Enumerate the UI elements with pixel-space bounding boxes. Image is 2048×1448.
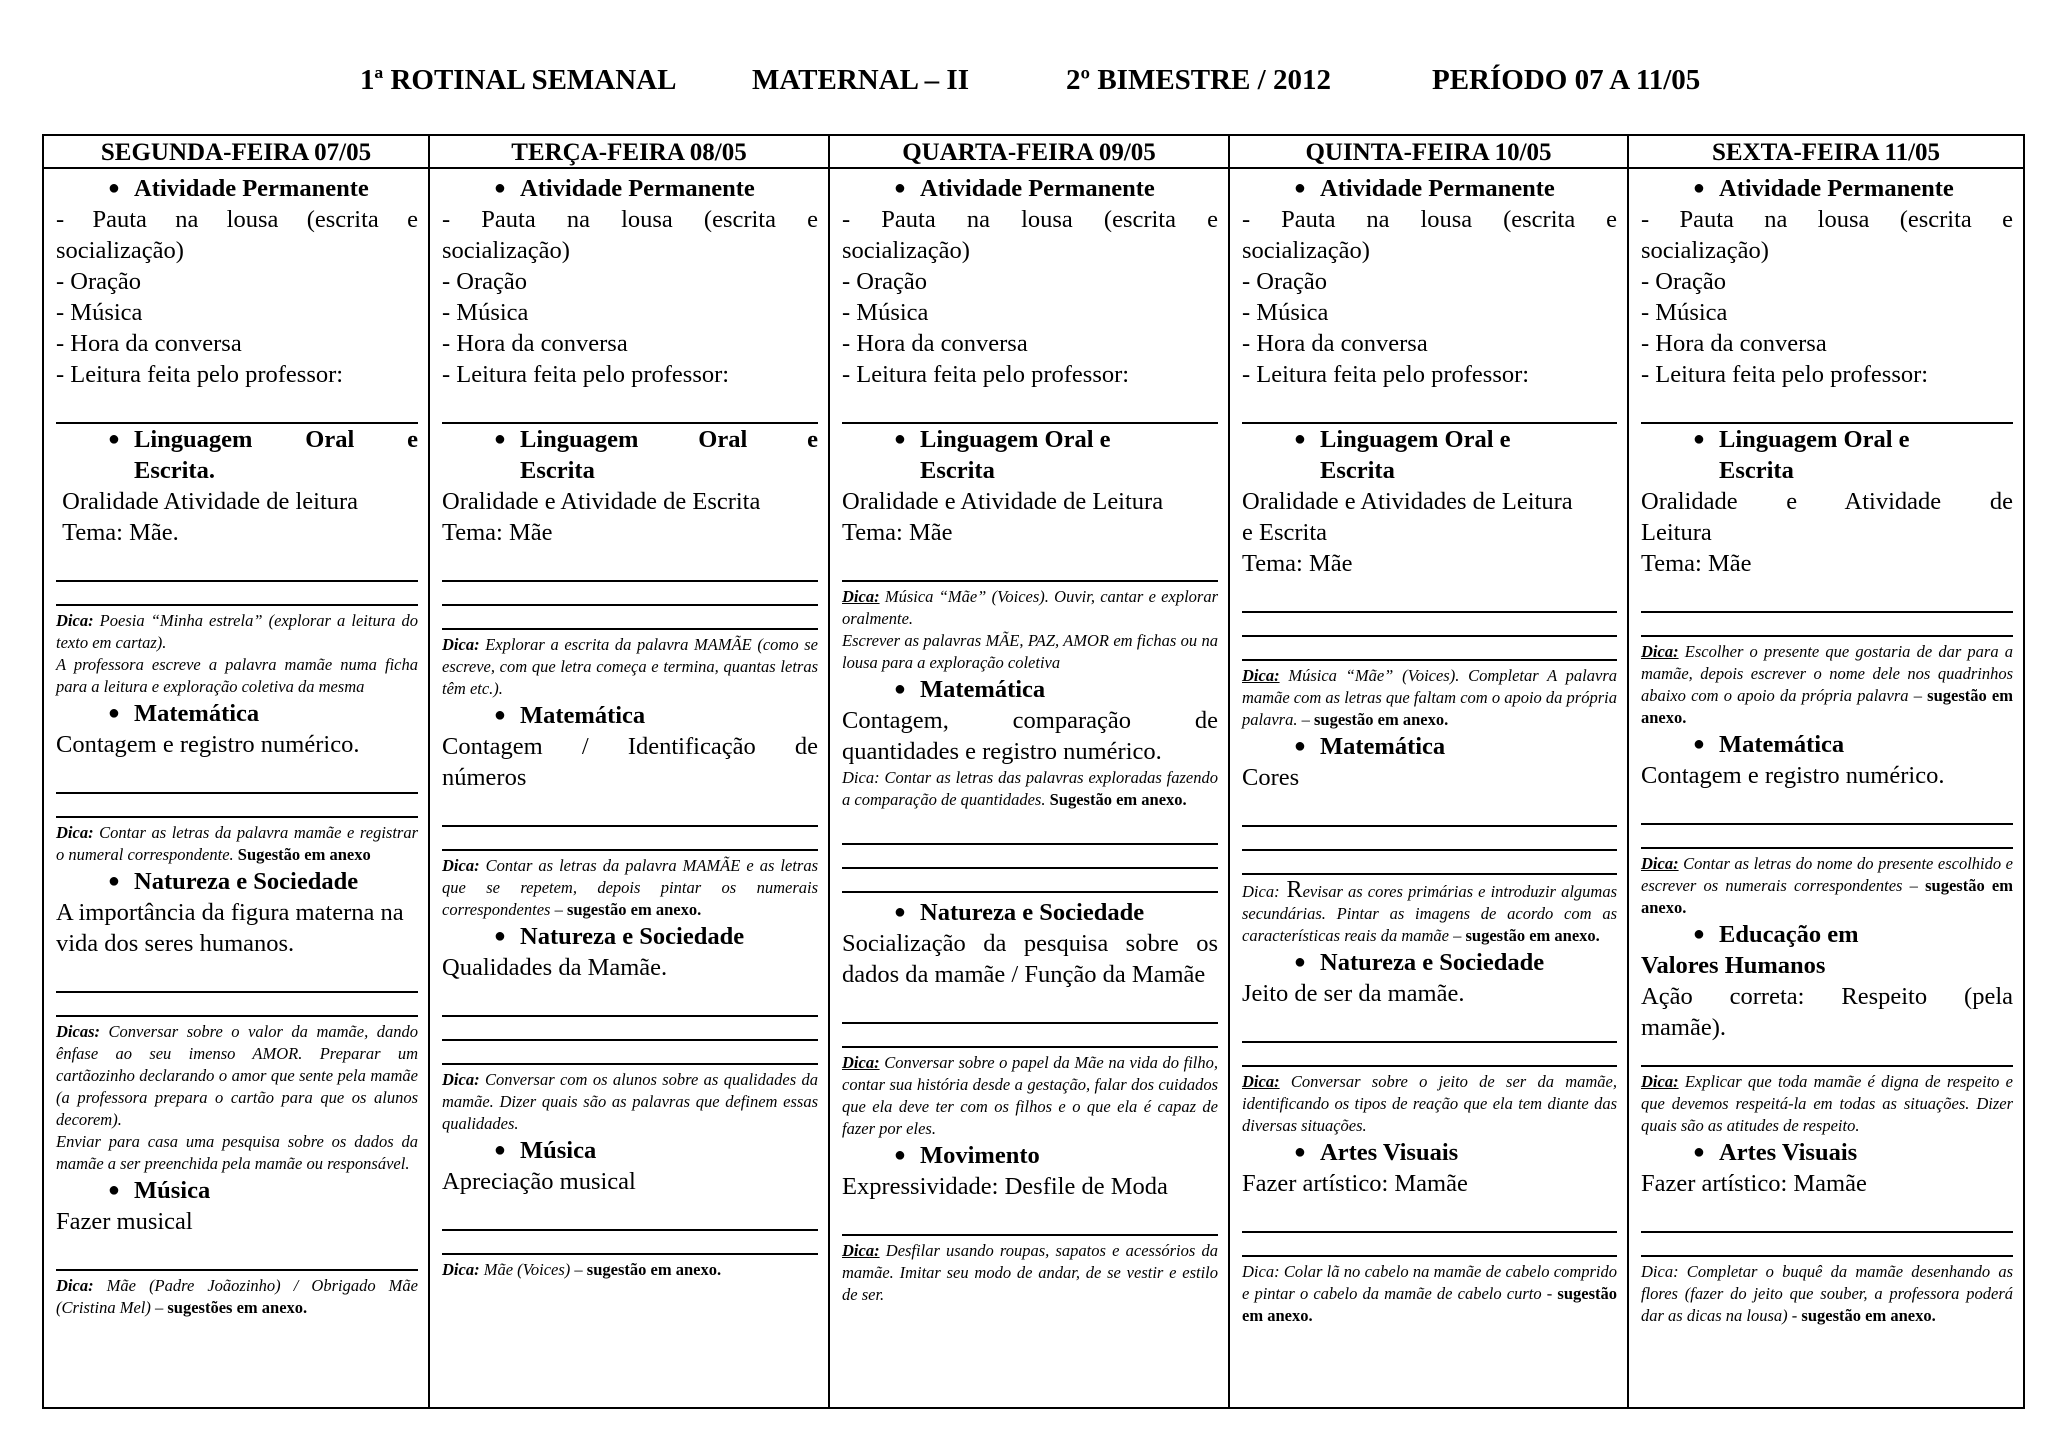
list-item: - Leitura feita pelo professor:: [1242, 361, 1530, 388]
list-item: - Oração: [442, 268, 528, 295]
blank-line: [1641, 390, 2013, 424]
blank-line: [1242, 851, 1617, 875]
section-text: quantidades e registro numérico.: [842, 738, 1162, 765]
tip-text: Dica: Contar as letras do nome do presente escolhido e escrever os numerais correspondentes – sugestão em anexo.: [1641, 854, 2013, 917]
section-text: Oralidade e Atividade de: [1641, 488, 2013, 515]
list-item: - Oração: [56, 268, 142, 295]
list-item: - Oração: [842, 268, 928, 295]
list-item: - Pauta na lousa (escrita e: [442, 206, 818, 233]
tip-text: Dica: Contar as letras das palavras exploradas fazendo a comparação de quantidades. Sugestão em anexo.: [842, 768, 1218, 809]
blank-line: [56, 390, 418, 424]
column-heading: QUINTA-FEIRA 10/05: [1230, 136, 1627, 169]
blank-line: [1242, 637, 1617, 661]
column-tuesday: [430, 136, 830, 1407]
list-item: - Hora da conversa: [56, 330, 242, 357]
section-text: A importância da figura materna na vida dos seres humanos.: [56, 899, 410, 957]
blank-line: [1641, 1233, 2013, 1257]
blank-line: [442, 606, 818, 630]
list-item: socialização): [1641, 237, 1769, 264]
blank-line: [1641, 791, 2013, 825]
list-item: - Pauta na lousa (escrita e: [1242, 206, 1617, 233]
list-item: socialização): [1242, 237, 1370, 264]
blank-line: [1242, 827, 1617, 851]
blank-line: [56, 548, 418, 582]
section-text: Leitura: [1641, 519, 1712, 546]
tip-text: Dica: Conversar com os alunos sobre as qualidades da mamãe. Dizer quais são as palavras que definem essas qualidades.: [442, 1070, 818, 1133]
blank-line: [842, 390, 1218, 424]
section-text: Tema: Mãe.: [56, 519, 179, 546]
list-item: - Leitura feita pelo professor:: [1641, 361, 1929, 388]
tip-text: Dica: Conversar sobre o papel da Mãe na vida do filho, contar sua história desde a gestação, falar dos cuidados que ela deve ter com os filhos e o que ela é capaz de fazer por eles.: [842, 1053, 1218, 1138]
blank-line: [442, 983, 818, 1017]
tip-text: Dica: Música “Mãe” (Voices). Ouvir, cantar e explorar oralmente. Escrever as palavras MÃE, PAZ, AMOR em fichas ou na lousa para a exploração coletiva: [842, 587, 1218, 672]
list-item: - Música: [842, 299, 929, 326]
blank-line: [56, 1237, 418, 1271]
header-term: 2º BIMESTRE / 2012: [1066, 64, 1331, 96]
section-title: ● Matemática: [1692, 731, 1845, 758]
tip-text: Dica: Explicar que toda mamãe é digna de respeito e que devemos respeitá-la em todas as situações. Dizer quais são as atitudes de respeito.: [1641, 1072, 2013, 1135]
blank-line: [1641, 1199, 2013, 1233]
list-item: - Hora da conversa: [442, 330, 628, 357]
tip-text: Dica: Colar lã no cabelo na mamãe de cabelo comprido e pintar o cabelo da mamãe de cabelo curto - sugestão em anexo.: [1242, 1262, 1617, 1325]
blank-line: [56, 582, 418, 606]
list-item: - Pauta na lousa (escrita e: [56, 206, 418, 233]
list-item: - Leitura feita pelo professor:: [442, 361, 730, 388]
blank-line: [442, 1017, 818, 1041]
blank-line: [56, 760, 418, 794]
column-wednesday: [830, 136, 1230, 1407]
section-text: Expressividade: Desfile de Moda: [842, 1173, 1168, 1200]
section-title: ● Linguagem Oral e: [1692, 426, 1910, 453]
column-monday: [44, 136, 430, 1407]
column-friday: [1629, 136, 2023, 1407]
section-text: Fazer musical: [56, 1208, 193, 1235]
section-title: ● Atividade Permanente: [893, 175, 1155, 202]
tip-text: Dica: Conversar sobre o jeito de ser da mamãe, identificando os tipos de reação que ela tem diante das diversas situações.: [1242, 1072, 1617, 1135]
section-title: ● Atividade Permanente: [1692, 175, 1954, 202]
blank-line: [1242, 793, 1617, 827]
column-heading: SEGUNDA-FEIRA 07/05: [44, 136, 428, 169]
blank-line: [442, 827, 818, 851]
header-period: PERÍODO 07 A 11/05: [1432, 64, 1701, 96]
list-item: - Pauta na lousa (escrita e: [842, 206, 1218, 233]
section-title: ● Natureza e Sociedade: [893, 899, 1145, 926]
blank-line: [442, 1197, 818, 1231]
column-thursday: [1230, 136, 1629, 1407]
section-text: Oralidade e Atividade de Leitura: [842, 488, 1164, 515]
section-title: ● Atividade Permanente: [493, 175, 755, 202]
section-text: Apreciação musical: [442, 1168, 636, 1195]
list-item: - Oração: [1242, 268, 1328, 295]
blank-line: [1641, 1043, 2013, 1067]
list-item: - Leitura feita pelo professor:: [56, 361, 344, 388]
blank-line: [56, 993, 418, 1017]
blank-line: [1242, 613, 1617, 637]
tip-text: Dica: Mãe (Padre Joãozinho) / Obrigado Mãe (Cristina Mel) – sugestões em anexo.: [56, 1276, 418, 1317]
section-title: ● Linguagem Oral e: [493, 426, 818, 453]
list-item: - Leitura feita pelo professor:: [842, 361, 1130, 388]
blank-line: [842, 1202, 1218, 1236]
section-title-cont: Escrita: [1320, 457, 1395, 484]
list-item: - Pauta na lousa (escrita e: [1641, 206, 2013, 233]
list-item: - Música: [56, 299, 143, 326]
section-text: e Escrita: [1242, 519, 1328, 546]
column-heading: TERÇA-FEIRA 08/05: [430, 136, 828, 169]
section-text: Fazer artístico: Mamãe: [1242, 1170, 1468, 1197]
weekly-schedule-table: [42, 134, 2025, 1409]
blank-line: [1641, 613, 2013, 637]
column-heading: QUARTA-FEIRA 09/05: [830, 136, 1228, 169]
header-title: 1ª ROTINAL SEMANAL: [360, 64, 677, 96]
list-item: socialização): [842, 237, 970, 264]
section-text: Fazer artístico: Mamãe: [1641, 1170, 1867, 1197]
section-title-cont: Escrita: [920, 457, 995, 484]
blank-line: [442, 793, 818, 827]
section-text: Jeito de ser da mamãe.: [1242, 980, 1465, 1007]
tip-text: Dica: Música “Mãe” (Voices). Completar A palavra mamãe com as letras que faltam com o apoio da própria palavra. – sugestão em anexo.: [1242, 666, 1617, 729]
blank-line: [842, 845, 1218, 869]
blank-line: [56, 959, 418, 993]
section-title: ● Matemática: [893, 676, 1046, 703]
blank-line: [842, 811, 1218, 845]
header-class: MATERNAL – II: [752, 64, 969, 96]
blank-line: [1242, 1009, 1617, 1043]
list-item: - Música: [1641, 299, 1728, 326]
list-item: - Hora da conversa: [1641, 330, 1827, 357]
section-text: Qualidades da Mamãe.: [442, 954, 668, 981]
blank-line: [1242, 390, 1617, 424]
section-title: ● Natureza e Sociedade: [493, 923, 745, 950]
section-title-cont: Escrita: [1719, 457, 1794, 484]
blank-line: [842, 1024, 1218, 1048]
tip-text: Dica: Explorar a escrita da palavra MAMÃE (como se escreve, com que letra começa e termina, quantas letras têm etc.).: [442, 635, 818, 698]
section-title: ● Natureza e Sociedade: [1293, 949, 1545, 976]
tip-text: Dica: Poesia “Minha estrela” (explorar a leitura do texto em cartaz). A professora escreve a palavra mamãe numa ficha para a leitura e exploração coletiva da mesma: [56, 611, 418, 696]
blank-line: [442, 1231, 818, 1255]
tip-text: Dica: Escolher o presente que gostaria de dar para a mamãe, depois escrever o nome dele nos quadrinhos abaixo com o apoio da própria palavra – sugestão em anexo.: [1641, 642, 2013, 727]
tip-text: Dica: Mãe (Voices) – sugestão em anexo.: [442, 1260, 722, 1279]
blank-line: [842, 869, 1218, 893]
section-title: ● Linguagem Oral e: [893, 426, 1111, 453]
section-title: ● Artes Visuais: [1293, 1139, 1459, 1166]
section-text: Tema: Mãe: [442, 519, 553, 546]
section-text: Oralidade Atividade de leitura: [56, 488, 359, 515]
blank-line: [442, 582, 818, 606]
list-item: - Oração: [1641, 268, 1727, 295]
list-item: - Hora da conversa: [842, 330, 1028, 357]
section-text: Tema: Mãe: [1641, 550, 1752, 577]
list-item: - Música: [1242, 299, 1329, 326]
blank-line: [842, 990, 1218, 1024]
section-text: mamãe).: [1641, 1014, 1727, 1041]
section-text: Cores: [1242, 764, 1300, 791]
section-text: Tema: Mãe: [1242, 550, 1353, 577]
section-title: ● Educação em: [1692, 921, 1859, 948]
tip-text: Dica: Desfilar usando roupas, sapatos e acessórios da mamãe. Imitar seu modo de andar, de se vestir e estilo de ser.: [842, 1241, 1218, 1304]
blank-line: [842, 548, 1218, 582]
section-title: ● Matemática: [493, 702, 646, 729]
section-text: números: [442, 764, 527, 791]
section-title: ● Música: [493, 1137, 597, 1164]
section-text: Oralidade e Atividades de Leitura: [1242, 488, 1573, 515]
section-title: ● Matemática: [107, 700, 260, 727]
column-heading: SEXTA-FEIRA 11/05: [1629, 136, 2023, 169]
tip-text: Dica: Contar as letras da palavra MAMÃE e as letras que se repetem, depois pintar os numerais correspondentes – sugestão em anexo.: [442, 856, 818, 919]
section-text: Contagem / Identificação de: [442, 733, 818, 760]
section-title: ● Natureza e Sociedade: [107, 868, 359, 895]
tip-text: Dica: Revisar as cores primárias e introduzir algumas secundárias. Pintar as imagens de acordo com as características reais da mamãe – sugestão em anexo.: [1242, 877, 1617, 945]
blank-line: [56, 794, 418, 818]
section-text: Ação correta: Respeito (pela: [1641, 983, 2013, 1010]
section-title-cont: Escrita: [520, 457, 595, 484]
section-text: Tema: Mãe: [842, 519, 953, 546]
blank-line: [1641, 579, 2013, 613]
tip-text: Dicas: Conversar sobre o valor da mamãe, dando ênfase ao seu imenso AMOR. Preparar um cartãozinho declarando o amor que sente pela mamãe (a professora prepara o cartão para que os alunos decorem). Enviar para casa uma pesquisa sobre os dados da mamãe a ser preenchida pela mamãe ou responsável.: [56, 1022, 418, 1173]
section-title: ● Movimento: [893, 1142, 1040, 1169]
blank-line: [1242, 579, 1617, 613]
list-item: socialização): [442, 237, 570, 264]
blank-line: [1242, 1233, 1617, 1257]
list-item: - Hora da conversa: [1242, 330, 1428, 357]
section-title: ● Atividade Permanente: [1293, 175, 1555, 202]
section-title: ● Linguagem Oral e: [107, 426, 418, 453]
section-title-cont: Valores Humanos: [1641, 952, 1826, 979]
section-title: ● Atividade Permanente: [107, 175, 369, 202]
blank-line: [1242, 1043, 1617, 1067]
section-text: Contagem, comparação de: [842, 707, 1218, 734]
section-text: Contagem e registro numérico.: [56, 731, 360, 758]
tip-text: Dica: Completar o buquê da mamãe desenhando as flores (fazer do jeito que souber, a professora poderá dar as dicas na lousa) - sugestão em anexo.: [1641, 1262, 2013, 1325]
document-header: [0, 64, 2048, 104]
section-title: ● Linguagem Oral e: [1293, 426, 1511, 453]
section-text: Contagem e registro numérico.: [1641, 762, 1945, 789]
tip-text: Dica: Contar as letras da palavra mamãe e registrar o numeral correspondente. Sugestão em anexo: [56, 823, 418, 864]
section-title-cont: Escrita.: [134, 457, 215, 484]
blank-line: [442, 390, 818, 424]
section-text: Socialização da pesquisa sobre os dados da mamãe / Função da Mamãe: [842, 930, 1225, 988]
blank-line: [442, 548, 818, 582]
section-title: ● Artes Visuais: [1692, 1139, 1858, 1166]
blank-line: [1641, 825, 2013, 849]
list-item: socialização): [56, 237, 184, 264]
section-title: ● Matemática: [1293, 733, 1446, 760]
section-title: ● Música: [107, 1177, 211, 1204]
list-item: - Música: [442, 299, 529, 326]
blank-line: [1242, 1199, 1617, 1233]
section-text: Oralidade e Atividade de Escrita: [442, 488, 761, 515]
blank-line: [442, 1041, 818, 1065]
